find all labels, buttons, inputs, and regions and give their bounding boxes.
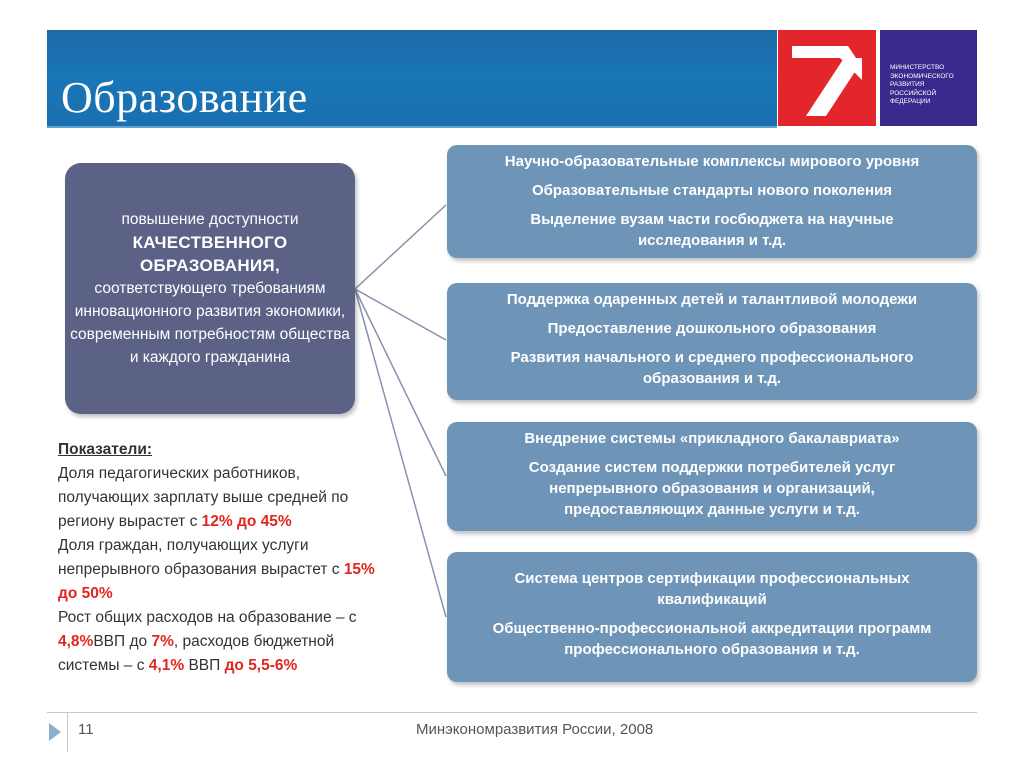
indicator-text: ВВП до [93,633,152,650]
initiative-item: Создание систем поддержки потребителей услуг непрерывного образования и организаций, предоставляющих данные услуги и т.д. [528,459,896,518]
indicator-continuous-education [58,534,388,606]
indicator-expenses [58,606,388,678]
initiative-box-1 [447,145,977,258]
indicator-value: 15% до 50% [58,561,375,602]
indicator-value: 12% до 45% [201,513,292,530]
main-goal-emphasis: КАЧЕСТВЕННОГО ОБРАЗОВАНИЯ, [132,233,288,275]
initiative-item: Научно-образовательные комплексы мирового уровня [504,153,920,170]
indicator-text: Доля граждан, получающих услуги непрерывного образования вырастет с [58,537,344,578]
indicator-value: до 5,5-6% [224,657,298,674]
initiative-item: Общественно-профессиональной аккредитации программ профессионального образования и т.д. [492,620,932,658]
logo-line: МИНИСТЕРСТВО [890,64,945,71]
initiative-item: Внедрение системы «прикладного бакалавриата» [524,430,900,447]
logo-line: ЭКОНОМИЧЕСКОГО [890,72,954,80]
logo-line: ФЕДЕРАЦИИ [890,98,931,105]
indicator-value: 7% [151,633,174,650]
initiative-item: Поддержка одаренных детей и талантливой молодежи [506,291,918,308]
footer-source: Минэкономразвития России, 2008 [416,721,654,738]
indicator-text: ВВП [184,657,225,674]
main-goal-line: повышение доступности [121,211,299,228]
indicator-text: , расходов бюджетной системы – с [58,633,335,674]
initiative-item: Предоставление дошкольного образования [547,320,877,337]
indicators-block [58,438,388,678]
main-goal-text: соответствующего требованиям инновационного развития экономики, современным потребностям общества и каждого гражданина [70,280,350,366]
indicator-value: 4,8% [58,633,94,650]
initiative-item: Образовательные стандарты нового поколения [531,182,893,199]
initiative-box-2 [447,283,977,400]
logo-line: РАЗВИТИЯ [890,81,925,88]
indicator-salary [58,462,388,534]
indicator-text: Рост общих расходов на образование – с [58,609,357,626]
initiative-item: Система центров сертификации профессиональных квалификаций [514,570,910,608]
initiative-item: Выделение вузам части госбюджета на научные исследования и т.д. [530,211,894,249]
main-goal-box [65,163,355,414]
indicators-heading: Показатели: [58,441,153,458]
footer-vertical-divider [67,712,68,752]
page-title: Образование [61,73,308,122]
logo-line: РОССИЙСКОЙ [890,89,937,97]
initiative-box-3 [447,422,977,531]
initiative-box-4 [447,552,977,682]
initiative-item: Развития начального и среднего профессионального образования и т.д. [510,349,914,387]
footer-arrow-icon [47,722,63,742]
indicator-value: 4,1% [148,657,185,674]
footer-divider [47,712,977,713]
indicator-text: Доля педагогических работников, получающих зарплату выше средней по региону вырастет с [58,465,349,530]
page-number: 11 [78,721,94,738]
